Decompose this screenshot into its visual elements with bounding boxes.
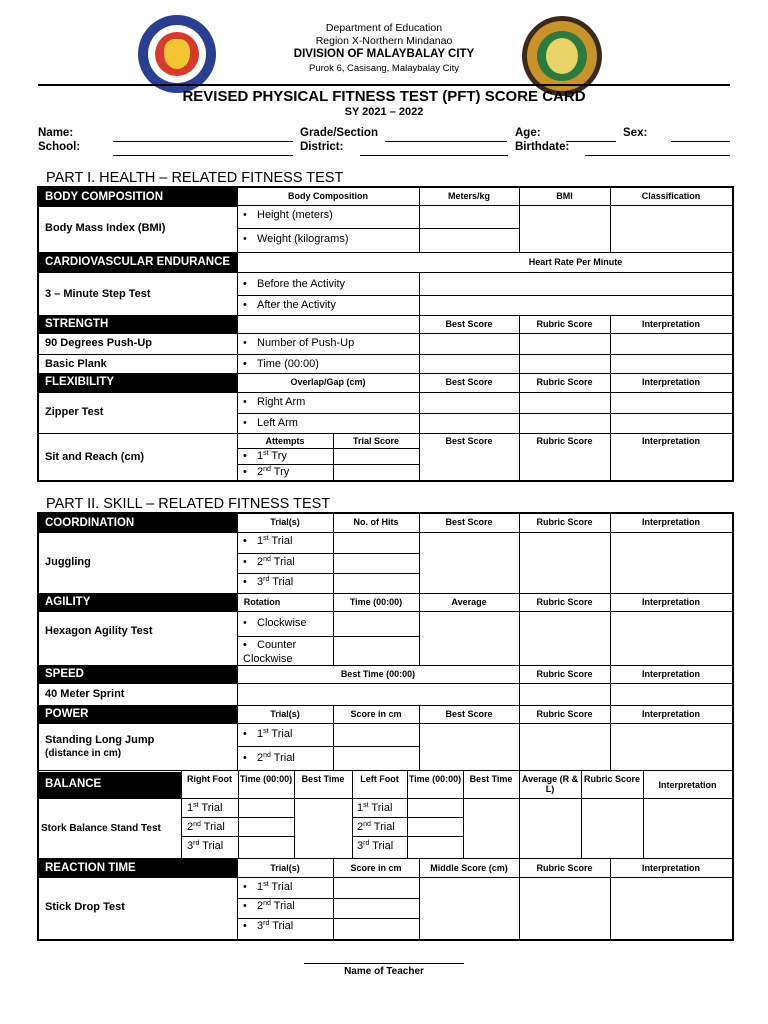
test-sprint: 40 Meter Sprint — [45, 688, 125, 700]
right-trial-3: 3rd Trial — [187, 840, 224, 852]
col-sr-rubric: Rubric Score — [536, 436, 593, 446]
test-juggling: Juggling — [45, 556, 91, 568]
test-zipper: Zipper Test — [45, 406, 104, 418]
col-flex-rubric: Rubric Score — [536, 377, 593, 387]
col-trial-score: Trial Score — [352, 436, 400, 446]
item-plank-time: • Time (00:00) — [243, 358, 319, 370]
test-hexagon: Hexagon Agility Test — [45, 625, 153, 637]
col-left-best: Best Time — [469, 774, 513, 784]
right-trial-2: 2nd Trial — [187, 821, 225, 833]
reaction-trial-2: • 2nd Trial — [243, 900, 295, 912]
col-average: Average — [451, 597, 487, 607]
test-sit-reach: Sit and Reach (cm) — [45, 451, 145, 463]
band-cardio-label: CARDIOVASCULAR ENDURANCE — [45, 256, 231, 268]
col-speed-rubric: Rubric Score — [536, 669, 593, 679]
col-reaction-trials: Trial(s) — [270, 863, 300, 873]
col-reaction-score: Score in cm — [350, 863, 402, 873]
item-2nd-try: • 2nd Try — [243, 466, 290, 478]
test-long-jump-sub: (distance in cm) — [45, 748, 122, 759]
item-push-up: • Number of Push-Up — [243, 337, 355, 349]
item-weight: • Weight (kilograms) — [243, 233, 349, 245]
juggling-trial-2: • 2nd Trial — [243, 556, 295, 568]
test-step: 3 – Minute Step Test — [45, 288, 151, 300]
col-score-cm: Score in cm — [350, 709, 402, 719]
item-1st-try: • 1st Try — [243, 450, 287, 462]
item-clockwise: • Clockwise — [243, 617, 307, 629]
reaction-trial-1: • 1st Trial — [243, 881, 293, 893]
item-before-activity: • Before the Activity — [243, 278, 346, 290]
col-agility-time: Time (00:00) — [349, 597, 403, 607]
col-classification: Classification — [641, 191, 701, 201]
left-trial-1: 1st Trial — [357, 802, 393, 814]
district-field[interactable] — [360, 155, 508, 156]
col-overlap-gap: Overlap/Gap (cm) — [290, 377, 366, 387]
col-coord-rubric: Rubric Score — [536, 517, 593, 527]
col-no-of-hits: No. of Hits — [353, 517, 399, 527]
juggling-trial-1: • 1st Trial — [243, 535, 293, 547]
test-bmi: Body Mass Index (BMI) — [45, 222, 166, 234]
col-attempts: Attempts — [265, 436, 305, 446]
sex-label: Sex: — [623, 127, 648, 139]
col-coord-best: Best Score — [445, 517, 493, 527]
col-flex-interpretation: Interpretation — [641, 377, 700, 387]
age-field[interactable] — [566, 141, 616, 142]
birthdate-label: Birthdate: — [515, 141, 570, 153]
col-average-rl: Average (R & L) — [521, 774, 579, 794]
col-bmi: BMI — [556, 191, 573, 201]
col-left-foot: Left Foot — [360, 774, 399, 784]
col-power-trials: Trial(s) — [270, 709, 300, 719]
sex-field[interactable] — [671, 141, 730, 142]
test-stick-drop: Stick Drop Test — [45, 901, 125, 913]
col-heart-rate: Heart Rate Per Minute — [528, 257, 623, 267]
band-balance-label: BALANCE — [45, 778, 102, 790]
page-title: REVISED PHYSICAL FITNESS TEST (PFT) SCORE CARD — [182, 88, 586, 105]
col-rotation: Rotation — [243, 597, 281, 607]
band-speed-label: SPEED — [45, 668, 84, 680]
header-divider — [38, 84, 730, 86]
col-best-score: Best Score — [445, 319, 493, 329]
col-meters-kg: Meters/kg — [447, 191, 491, 201]
item-after-activity: • After the Activity — [243, 299, 336, 311]
col-balance-interpretation: Interpretation — [658, 780, 717, 790]
grade-label: Grade/Section — [300, 127, 378, 139]
name-field[interactable] — [113, 141, 293, 142]
band-coordination-label: COORDINATION — [45, 517, 135, 529]
item-left-arm: • Left Arm — [243, 417, 298, 429]
band-reaction-label: REACTION TIME — [45, 862, 136, 874]
division-address: Purok 6, Casisang, Malaybalay City — [309, 63, 459, 74]
col-power-interpretation: Interpretation — [641, 709, 700, 719]
col-right-time: Time (00:00) — [239, 774, 293, 784]
item-right-arm: • Right Arm — [243, 396, 306, 408]
col-rubric-score: Rubric Score — [536, 319, 593, 329]
jump-trial-1: • 1st Trial — [243, 728, 293, 740]
col-reaction-interpretation: Interpretation — [641, 863, 700, 873]
item-height: • Height (meters) — [243, 209, 333, 221]
name-label: Name: — [38, 127, 74, 139]
col-sr-best-score: Best Score — [445, 436, 493, 446]
test-stork: Stork Balance Stand Test — [41, 823, 161, 834]
left-trial-3: 3rd Trial — [357, 840, 394, 852]
band-body-composition-label: BODY COMPOSITION — [45, 191, 163, 203]
col-coord-interpretation: Interpretation — [641, 517, 700, 527]
col-best-time: Best Time (00:00) — [340, 669, 416, 679]
item-counter-clockwise: • Counter Clockwise — [243, 639, 297, 665]
band-agility-label: AGILITY — [45, 596, 91, 608]
division-name: DIVISION OF MALAYBALAY CITY — [293, 48, 475, 60]
col-flex-best-score: Best Score — [445, 377, 493, 387]
district-label: District: — [300, 141, 344, 153]
col-trials: Trial(s) — [270, 517, 300, 527]
jump-trial-2: • 2nd Trial — [243, 752, 295, 764]
col-body-composition: Body Composition — [288, 191, 368, 201]
col-power-best: Best Score — [445, 709, 493, 719]
test-plank: Basic Plank — [45, 358, 107, 370]
school-label: School: — [38, 141, 81, 153]
col-sr-interpretation: Interpretation — [641, 436, 700, 446]
part1-title: PART I. HEALTH – RELATED FITNESS TEST — [46, 170, 344, 186]
col-right-foot: Right Foot — [187, 774, 232, 784]
col-balance-rubric: Rubric Score — [583, 774, 641, 784]
school-year: SY 2021 – 2022 — [344, 106, 424, 118]
col-right-best: Best Time — [301, 774, 345, 784]
col-interpretation: Interpretation — [641, 319, 700, 329]
test-long-jump: Standing Long Jump — [45, 734, 155, 746]
region-name: Region X-Northern Mindanao — [315, 35, 453, 47]
birthdate-field[interactable] — [585, 155, 730, 156]
col-speed-interpretation: Interpretation — [641, 669, 700, 679]
age-label: Age: — [515, 127, 541, 139]
col-agility-interpretation: Interpretation — [641, 597, 700, 607]
right-trial-1: 1st Trial — [187, 802, 223, 814]
col-middle-score: Middle Score (cm) — [430, 863, 508, 873]
left-trial-2: 2nd Trial — [357, 821, 395, 833]
grade-field[interactable] — [385, 141, 507, 142]
juggling-trial-3: • 3rd Trial — [243, 576, 294, 588]
col-reaction-rubric: Rubric Score — [536, 863, 593, 873]
band-flexibility-label: FLEXIBILITY — [45, 376, 114, 388]
teacher-signature-line[interactable] — [304, 963, 464, 964]
test-push-up: 90 Degrees Push-Up — [45, 337, 152, 349]
col-left-time: Time (00:00) — [408, 774, 462, 784]
teacher-label: Name of Teacher — [344, 966, 424, 977]
band-power-label: POWER — [45, 708, 89, 720]
col-power-rubric: Rubric Score — [536, 709, 593, 719]
col-agility-rubric: Rubric Score — [536, 597, 593, 607]
dept-name: Department of Education — [325, 22, 443, 34]
band-strength-label: STRENGTH — [45, 318, 109, 330]
reaction-trial-3: • 3rd Trial — [243, 920, 294, 932]
part2-title: PART II. SKILL – RELATED FITNESS TEST — [46, 496, 331, 512]
school-field[interactable] — [113, 155, 293, 156]
